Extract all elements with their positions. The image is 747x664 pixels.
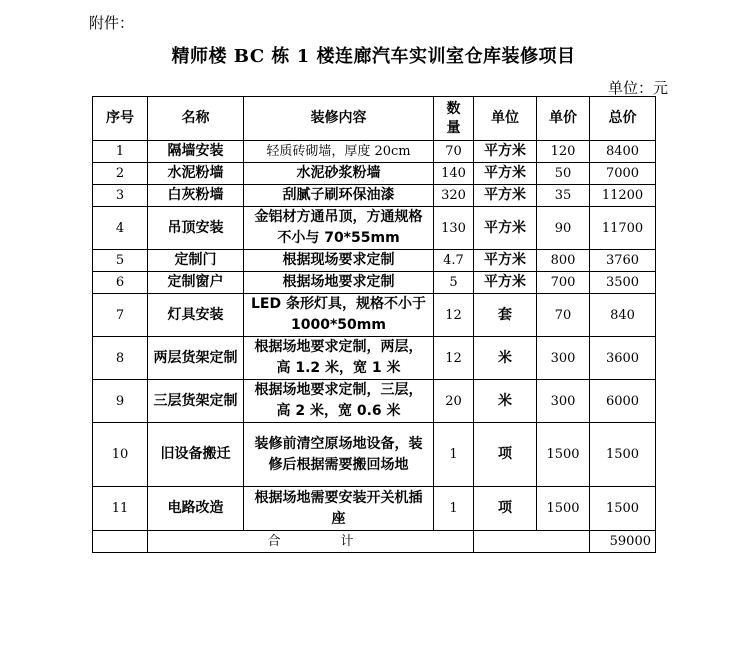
row-total-cell: 7000 [590,163,656,185]
row-content-cell: 根据场地要求定制，两层，高 1.2 米，宽 1 米 [244,337,434,380]
row-price-cell: 50 [537,163,590,185]
row-no-cell: 1 [93,141,148,163]
row-price-cell: 1500 [537,423,590,487]
col-header-total: 总价 [590,97,656,141]
col-header-price: 单价 [537,97,590,141]
col-header-qty [434,97,474,141]
row-unit-cell: 平方米 [474,272,537,294]
total-label-text: 合计 [267,534,414,549]
row-unit-cell: 平方米 [474,250,537,272]
row-name-cell: 白灰粉墙 [148,185,244,207]
table-row [93,487,656,531]
table-row [93,163,656,185]
row-name-cell: 旧设备搬迁 [148,423,244,487]
row-name-cell: 定制窗户 [148,272,244,294]
table-row [93,185,656,207]
row-qty-cell: 70 [434,141,474,163]
document-title: 精师楼 BC 栋 1 楼连廊汽车实训室仓库装修项目 [171,46,576,67]
row-price-cell: 90 [537,207,590,250]
grand-total-value: 59000 [590,531,656,553]
row-content-cell: LED 条形灯具，规格不小于 1000*50mm [244,294,434,337]
row-content-cell: 根据场地要求定制，三层，高 2 米，宽 0.6 米 [244,380,434,423]
row-price-cell: 700 [537,272,590,294]
row-price-cell: 70 [537,294,590,337]
row-total-cell: 8400 [590,141,656,163]
col-header-unit: 单位 [474,97,537,141]
row-no-cell: 9 [93,380,148,423]
row-no-cell: 6 [93,272,148,294]
row-name-cell: 吊顶安装 [148,207,244,250]
row-qty-cell: 130 [434,207,474,250]
row-no-cell: 3 [93,185,148,207]
total-empty-cell-2 [474,531,590,553]
row-price-cell: 1500 [537,487,590,531]
total-row [93,531,656,553]
row-total-cell: 840 [590,294,656,337]
table-row [93,250,656,272]
row-unit-cell: 平方米 [474,207,537,250]
row-no-cell: 10 [93,423,148,487]
row-content-cell: 根据场地要求定制 [244,272,434,294]
table-row [93,337,656,380]
row-price-cell: 300 [537,337,590,380]
col-header-name: 名称 [148,97,244,141]
row-qty-cell: 20 [434,380,474,423]
row-qty-cell: 12 [434,294,474,337]
total-label [148,531,474,553]
row-name-cell: 电路改造 [148,487,244,531]
row-total-cell: 11700 [590,207,656,250]
row-no-cell: 2 [93,163,148,185]
row-unit-cell: 平方米 [474,141,537,163]
row-no-cell: 5 [93,250,148,272]
row-total-cell: 3760 [590,250,656,272]
row-total-cell: 11200 [590,185,656,207]
attachment-label: 附件： [89,14,135,32]
row-price-cell: 120 [537,141,590,163]
row-content-cell: 装修前清空原场地设备，装修后根据需要搬回场地 [244,423,434,487]
row-unit-cell: 套 [474,294,537,337]
row-price-cell: 800 [537,250,590,272]
row-price-cell: 300 [537,380,590,423]
row-name-cell: 定制门 [148,250,244,272]
row-unit-cell: 平方米 [474,185,537,207]
table-row [93,380,656,423]
row-content-cell: 根据现场要求定制 [244,250,434,272]
row-price-cell: 35 [537,185,590,207]
row-content-cell: 金铝材方通吊顶，方通规格不小与 70*55mm [244,207,434,250]
row-qty-cell: 12 [434,337,474,380]
row-unit-cell: 米 [474,380,537,423]
row-qty-cell: 140 [434,163,474,185]
row-unit-cell: 项 [474,487,537,531]
row-content-cell: 根据场地需要安装开关机插座 [244,487,434,531]
row-qty-cell: 5 [434,272,474,294]
row-no-cell: 7 [93,294,148,337]
row-total-cell: 1500 [590,423,656,487]
unit-label: 单位：元 [607,79,668,97]
row-name-cell: 灯具安装 [148,294,244,337]
row-content-cell: 刮腻子刷环保油漆 [244,185,434,207]
row-content-cell: 轻质砖砌墙，厚度 20cm [244,141,434,163]
table-row [93,423,656,487]
total-empty-cell [93,531,148,553]
cost-table [92,96,656,553]
col-header-no: 序号 [93,97,148,141]
col-header-qty-text: 数量 [446,100,461,136]
row-qty-cell: 1 [434,487,474,531]
row-no-cell: 11 [93,487,148,531]
row-total-cell: 3500 [590,272,656,294]
row-unit-cell: 平方米 [474,163,537,185]
row-name-cell: 隔墙安装 [148,141,244,163]
table-row [93,272,656,294]
row-qty-cell: 320 [434,185,474,207]
row-name-cell: 三层货架定制 [148,380,244,423]
row-unit-cell: 项 [474,423,537,487]
row-total-cell: 3600 [590,337,656,380]
row-total-cell: 1500 [590,487,656,531]
row-total-cell: 6000 [590,380,656,423]
col-header-content: 装修内容 [244,97,434,141]
row-no-cell: 4 [93,207,148,250]
table-row [93,141,656,163]
row-name-cell: 两层货架定制 [148,337,244,380]
table-row [93,207,656,250]
row-unit-cell: 米 [474,337,537,380]
row-name-cell: 水泥粉墙 [148,163,244,185]
row-content-cell: 水泥砂浆粉墙 [244,163,434,185]
row-no-cell: 8 [93,337,148,380]
table-header-row [93,97,656,141]
table-row [93,294,656,337]
row-qty-cell: 4.7 [434,250,474,272]
row-qty-cell: 1 [434,423,474,487]
